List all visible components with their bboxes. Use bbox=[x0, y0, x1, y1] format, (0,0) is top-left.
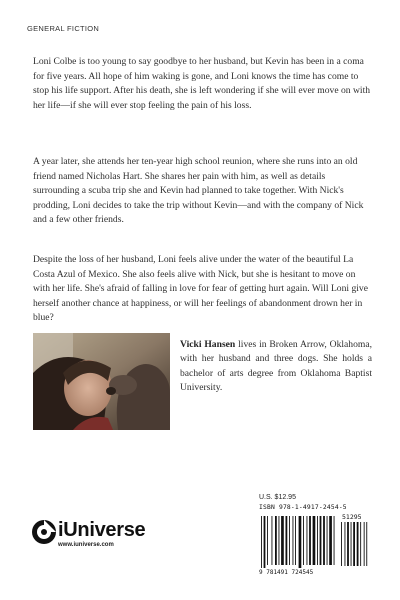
barcode-number: 9 781491 724545 bbox=[259, 569, 314, 576]
barcode-bar bbox=[281, 516, 284, 565]
barcode-bar bbox=[295, 516, 296, 565]
blurb-paragraph-3: Despite the loss of her husband, Loni feels alive under the water of the beautiful La Costa Azul of Mexico. She also feels alive with Nick, but she is hesitant to move on with her life. She's afraid of falling in love for fear of getting hurt again. Will Loni give herself another chance at happiness, or will her feelings of abandonment drown her in blue? bbox=[33, 254, 368, 324]
barcode-bar bbox=[264, 516, 266, 568]
barcode-addon-bar bbox=[345, 522, 346, 566]
barcode-addon-bar bbox=[353, 522, 355, 566]
barcode-bar bbox=[320, 516, 322, 565]
barcode-addon-bar bbox=[341, 522, 342, 566]
barcode-bar bbox=[317, 516, 318, 565]
barcode-bar bbox=[293, 516, 294, 565]
barcode-bar bbox=[286, 516, 288, 565]
author-bio-text: lives in Broken Arrow, Oklahoma, with her husband and three dogs. She holds a bachelor of arts degree from Oklahoma Baptist University. bbox=[180, 339, 373, 394]
isbn-label: ISBN 978-1-4917-2454-5 bbox=[259, 504, 347, 511]
barcode-addon-bar bbox=[347, 522, 349, 566]
barcode-bar bbox=[329, 516, 332, 565]
blurb-paragraph-2: A year later, she attends her ten-year high school reunion, where she runs into an old friend named Nicholas Hart. She shares her pain with him, as well as details surrounding a scuba trip she and Kevin had planned to take together. With Nick's prodding, Loni decides to take the trip without Kevin—and with the company of Nick and a few other friends. bbox=[33, 156, 364, 226]
genre-label: GENERAL FICTION bbox=[27, 24, 100, 33]
barcode-addon-bar bbox=[364, 522, 365, 566]
barcode-bar bbox=[309, 516, 311, 565]
barcode-bar bbox=[327, 516, 328, 565]
barcode-bar bbox=[299, 516, 302, 568]
barcode-bar bbox=[289, 516, 290, 565]
publisher-name: iUniverse bbox=[58, 519, 146, 541]
barcode-bar bbox=[267, 516, 268, 565]
barcode-bar bbox=[313, 516, 316, 565]
barcode-bar bbox=[307, 516, 308, 565]
barcode-addon-number: 51295 bbox=[342, 513, 362, 521]
barcode-bar bbox=[323, 516, 325, 565]
barcode-bar bbox=[261, 516, 262, 568]
barcode-bar bbox=[272, 516, 273, 565]
barcode-bar bbox=[303, 516, 304, 565]
author-photo-image bbox=[33, 333, 170, 430]
price-label: U.S. $12.95 bbox=[259, 494, 296, 501]
publisher-url: www.iuniverse.com bbox=[58, 542, 114, 548]
barcode-bar bbox=[334, 516, 335, 565]
barcode-addon-bar bbox=[357, 522, 359, 566]
barcode-bar bbox=[275, 516, 277, 565]
barcode-addon-bar bbox=[351, 522, 352, 566]
author-photo bbox=[33, 333, 170, 430]
barcode-bar bbox=[279, 516, 280, 565]
blurb-paragraph-1: Loni Colbe is too young to say goodbye to her husband, but Kevin has been in a coma for five years. All hope of him waking is gone, and Loni knows the time has come to stop his life support. After his death, she is left wondering if she will ever move on with her life—if she will ever stop feeling the pain of his loss. bbox=[33, 56, 371, 111]
barcode-addon-bar bbox=[366, 522, 367, 566]
author-name: Vicki Hansen bbox=[180, 339, 236, 350]
barcode-addon-bar bbox=[360, 522, 361, 566]
author-bio bbox=[180, 338, 372, 396]
isbn-barcode bbox=[259, 512, 371, 576]
